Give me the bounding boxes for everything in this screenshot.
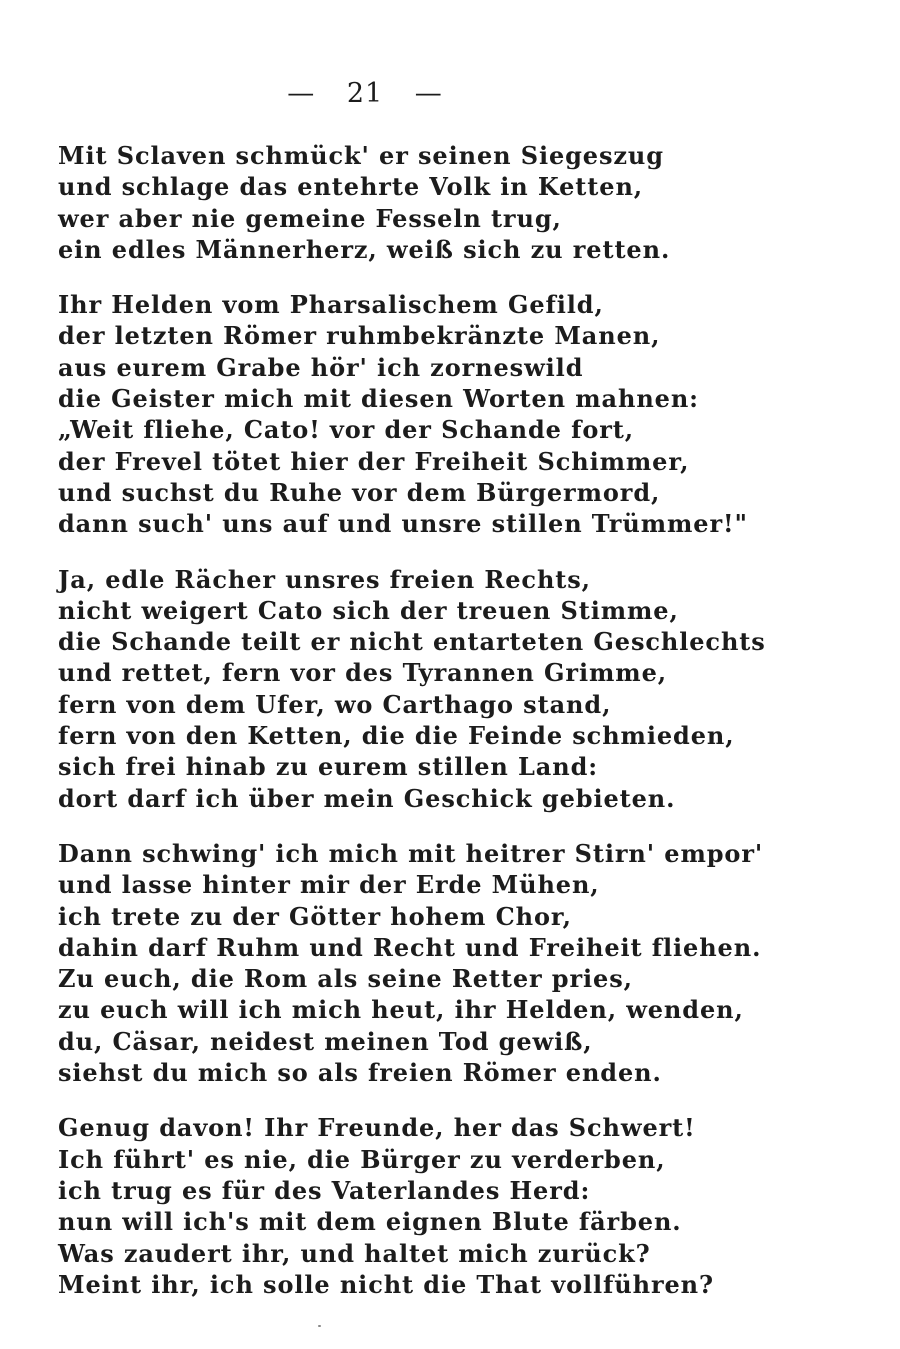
poem-line: wer aber nie gemeine Fesseln trug, <box>58 203 562 233</box>
poem-line: Zu euch, die Rom als seine Retter pries, <box>58 964 633 994</box>
poem-line: Mit Sclaven schmück' er seinen Siegeszug <box>58 141 664 170</box>
poem-line: Genug davon! Ihr Freunde, her das Schwert! <box>58 1113 696 1143</box>
poem-line: Meint ihr, ich solle nicht die That vollführen? <box>58 1269 714 1299</box>
header-dash-left: — <box>287 78 316 109</box>
stanza <box>58 564 878 814</box>
poem-line: ich trug es für des Vaterlandes Herd: <box>58 1175 591 1205</box>
poem-line: der Frevel tötet hier der Freiheit Schimmer, <box>58 446 690 476</box>
poem-line: und lasse hinter mir der Erde Mühen, <box>58 870 600 900</box>
poem-line: ich trete zu der Götter hohem Chor, <box>58 901 572 931</box>
poem-line: ein edles Männerherz, weiß sich zu retten. <box>58 234 671 264</box>
poem-line: und schlage das entehrte Volk in Ketten, <box>58 172 644 202</box>
poem-line: die Schande teilt er nicht entarteten Geschlechts <box>58 627 766 657</box>
poem-line: fern von dem Ufer, wo Carthago stand, <box>58 689 612 719</box>
poem-line: und suchst du Ruhe vor dem Bürgermord, <box>58 477 661 507</box>
poem-body <box>58 140 878 1324</box>
poem-line: Ihr Helden vom Pharsalischem Gefild, <box>58 290 604 320</box>
poem-line: fern von den Ketten, die die Feinde schmieden, <box>58 721 735 751</box>
poem-line: nun will ich's mit dem eignen Blute färben. <box>58 1207 682 1237</box>
poem-line: dahin darf Ruhm und Recht und Freiheit fliehen. <box>58 932 762 962</box>
poem-line: dort darf ich über mein Geschick gebieten. <box>58 783 676 813</box>
poem-line: „Weit fliehe, Cato! vor der Schande fort, <box>58 415 635 445</box>
poem-line: und rettet, fern vor des Tyrannen Grimme, <box>58 658 668 688</box>
page-number: 21 <box>346 78 384 109</box>
page-header <box>0 78 730 109</box>
poem-line: Was zaudert ihr, und haltet mich zurück? <box>58 1238 651 1268</box>
poem-line: die Geister mich mit diesen Worten mahnen: <box>58 384 699 414</box>
poem-line: Dann schwing' ich mich mit heitrer Stirn' empor' <box>58 838 764 868</box>
poem-line: sich frei hinab zu eurem stillen Land: <box>58 752 599 782</box>
stanza <box>58 1112 878 1300</box>
poem-line: aus eurem Grabe hör' ich zorneswild <box>58 352 584 382</box>
poem-line: Ja, edle Rächer unsres freien Rechts, <box>58 564 591 594</box>
poem-line: siehst du mich so als freien Römer enden. <box>58 1058 662 1088</box>
stanza <box>58 289 878 539</box>
stanza <box>58 140 878 265</box>
poem-line: zu euch will ich mich heut, ihr Helden, wenden, <box>58 995 744 1025</box>
header-dash-right: — <box>414 78 443 109</box>
poem-line: du, Cäsar, neidest meinen Tod gewiß, <box>58 1026 593 1056</box>
poem-line: dann such' uns auf und unsre stillen Trümmer!" <box>58 509 748 539</box>
poem-line: nicht weigert Cato sich der treuen Stimme, <box>58 595 679 625</box>
stanza <box>58 838 878 1088</box>
paper-speck <box>318 1325 321 1327</box>
poem-line: der letzten Römer ruhmbekränzte Manen, <box>58 321 661 351</box>
poem-line: Ich führt' es nie, die Bürger zu verderben, <box>58 1144 666 1174</box>
